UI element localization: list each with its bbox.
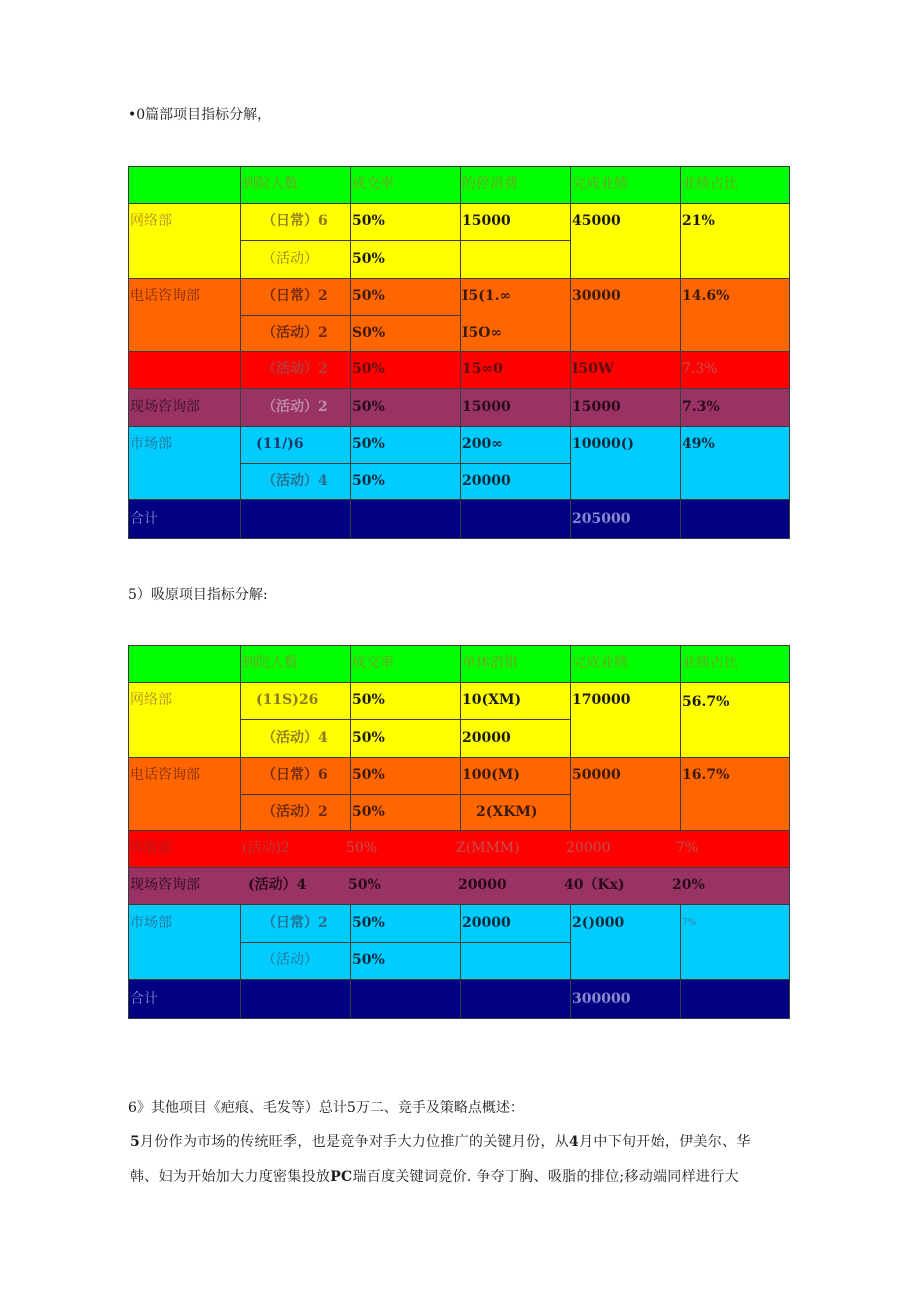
section-heading-1: •0篇部项目指标分解，: [128, 107, 272, 123]
dept-name: 市场部: [130, 915, 172, 931]
visitor-count: （活动）2: [262, 361, 328, 377]
conversion-rate: 50%: [352, 361, 385, 377]
inline-text: 瑞百度关键词竞价. 争夺丁胸、吸脂的排位;移动端同样进行大: [352, 1169, 739, 1185]
table-border: [789, 645, 790, 1019]
conversion-rate: 50%: [352, 915, 385, 931]
dept-name: 客服部: [130, 840, 172, 856]
column-header: 成交率: [352, 655, 394, 671]
row-divider: [128, 979, 790, 980]
inline-text: 月中下旬开始，伊美尔、华: [579, 1134, 751, 1150]
unit-spend: 10(XM): [462, 692, 522, 708]
unit-spend: 200∞: [462, 436, 503, 452]
total-label: 合计: [130, 511, 158, 527]
conversion-rate: 50%: [352, 692, 385, 708]
visitor-count: (11/)6: [256, 436, 304, 452]
total-performance: 300000: [572, 991, 631, 1007]
column-divider: [240, 166, 241, 539]
column-divider: [460, 166, 461, 539]
unit-spend: 15000: [462, 213, 511, 229]
table-border: [128, 1018, 790, 1019]
unit-spend: 20000: [462, 915, 511, 931]
section-heading-2: 5）吸原项目指标分解:: [128, 587, 268, 603]
conversion-rate: 50%: [352, 399, 385, 415]
row-divider: [240, 942, 570, 943]
column-divider: [240, 645, 241, 830]
inline-number: 4: [569, 1134, 580, 1150]
section-heading-3: 6》其他项目《疤痕、毛发等）总计5万二、竞手及策略点概述：: [128, 1100, 524, 1116]
column-divider: [350, 904, 351, 1019]
total-performance: 40（Kx): [564, 877, 625, 893]
total-performance: 15000: [572, 399, 621, 415]
indicator-table-2: [128, 645, 790, 1019]
row-divider: [128, 499, 790, 500]
table-border: [789, 166, 790, 539]
total-label: 合计: [130, 991, 158, 1007]
visitor-count: （活动）4: [262, 730, 328, 746]
row-divider: [240, 315, 460, 316]
row-divider: [128, 830, 790, 831]
visitor-count: （活动）2: [262, 804, 328, 820]
visitor-count: （日常）2: [262, 288, 328, 304]
conversion-rate: 50%: [348, 877, 381, 893]
total-performance: 205000: [572, 511, 631, 527]
conversion-rate: 50%: [352, 952, 385, 968]
visitor-count: (活动)2: [242, 840, 290, 856]
conversion-rate: 50%: [352, 730, 385, 746]
visitor-count: （日常）6: [262, 767, 328, 783]
row-divider: [128, 867, 790, 868]
total-performance: 10000(): [572, 436, 634, 452]
column-header: 到院人数: [242, 176, 298, 192]
total-performance: 30000: [572, 288, 621, 304]
unit-spend: I5(1.∞: [462, 288, 512, 304]
row-divider: [128, 904, 790, 905]
column-header: 单体消钳: [462, 655, 518, 671]
total-performance: 50000: [572, 767, 621, 783]
row-divider: [128, 426, 790, 427]
row-divider: [128, 278, 790, 279]
unit-spend: 20000: [462, 473, 511, 489]
dept-name: 网络部: [130, 692, 172, 708]
inline-text: 韩、妇为开始加大力度密集投放: [130, 1169, 331, 1185]
row-divider: [240, 240, 570, 241]
column-divider: [240, 904, 241, 1019]
unit-spend: 15∞0: [462, 361, 503, 377]
row-divider: [240, 794, 570, 795]
visitor-count: （活动）2: [262, 325, 328, 341]
dept-name: 网络部: [130, 213, 172, 229]
table-border: [128, 645, 790, 646]
conversion-rate: 50%: [352, 804, 385, 820]
visitor-count: (11S)26: [256, 692, 319, 708]
column-divider: [570, 645, 571, 830]
row-divider: [128, 351, 790, 352]
performance-share: 21%: [682, 213, 715, 229]
dept-name: 电话咨询部: [130, 288, 200, 304]
row-divider: [240, 463, 570, 464]
conversion-rate: 50%: [352, 436, 385, 452]
performance-share: 16.7%: [682, 767, 730, 783]
column-header: 完成业绩: [572, 655, 628, 671]
column-header: 业绩占比: [682, 655, 738, 671]
column-divider: [460, 904, 461, 1019]
unit-spend: 2(XKM): [476, 804, 538, 820]
visitor-count: (活动）4: [248, 877, 307, 893]
row-divider: [128, 388, 790, 389]
unit-spend: I5O∞: [462, 325, 503, 341]
dept-name: 市场部: [130, 436, 172, 452]
conversion-rate: S0%: [352, 325, 386, 341]
inline-text: 月份作为市场的传统旺季，也是竞争对手大力位推广的关键月份，从: [140, 1134, 570, 1150]
dept-name: 现场咨询部: [130, 399, 200, 415]
column-divider: [460, 645, 461, 830]
performance-share: 56.7%: [682, 694, 730, 710]
unit-spend: 20000: [462, 730, 511, 746]
dept-name: 现场咨询部: [130, 877, 200, 893]
visitor-count: （活动）4: [262, 473, 328, 489]
row-divider: [128, 682, 790, 683]
unit-spend: 20000: [458, 877, 507, 893]
column-divider: [570, 904, 571, 1019]
performance-share: 49%: [682, 436, 715, 452]
column-header: 到院人数: [242, 655, 298, 671]
conversion-rate: 50%: [352, 767, 385, 783]
performance-share: 7%: [676, 840, 699, 856]
unit-spend: Z(MMM): [456, 840, 520, 856]
performance-share: 20%: [672, 877, 705, 893]
conversion-rate: 50%: [346, 840, 378, 856]
visitor-count: （活动）2: [262, 399, 328, 415]
column-header: 的停消费: [462, 176, 518, 192]
total-performance: I50W: [572, 361, 614, 377]
unit-spend: 100(M): [462, 767, 520, 783]
column-divider: [680, 645, 681, 830]
table-border: [128, 645, 129, 1019]
visitor-count: （日常）6: [262, 213, 328, 229]
column-header: 成交率: [352, 176, 394, 192]
column-header: 完成业绩: [572, 176, 628, 192]
conversion-rate: 50%: [352, 473, 385, 489]
body-paragraph-line-2: [130, 1166, 739, 1186]
conversion-rate: 50%: [352, 288, 385, 304]
dept-name: 电话咨询部: [130, 767, 200, 783]
performance-share: 7.3%: [682, 399, 720, 415]
inline-number: 5: [130, 1134, 141, 1150]
table-border: [128, 538, 790, 539]
column-divider: [350, 645, 351, 830]
total-performance: 45000: [572, 213, 621, 229]
performance-share: 7%: [682, 918, 697, 928]
unit-spend: 15000: [462, 399, 511, 415]
total-performance: 170000: [572, 692, 631, 708]
conversion-rate: 50%: [352, 251, 385, 267]
column-header: 业绩占比: [682, 176, 738, 192]
table-border: [128, 166, 790, 167]
performance-share: 7.3%: [682, 361, 718, 377]
total-performance: 20000: [566, 840, 611, 856]
column-divider: [350, 166, 351, 539]
visitor-count: （活动）: [262, 952, 318, 968]
table-border: [128, 166, 129, 539]
row-divider: [128, 757, 790, 758]
visitor-count: （日常）2: [262, 915, 328, 931]
total-performance: 2()000: [572, 915, 625, 931]
row-divider: [240, 719, 570, 720]
inline-text: PC: [330, 1169, 353, 1185]
column-divider: [680, 904, 681, 1019]
row-divider: [128, 203, 790, 204]
performance-share: 14.6%: [682, 288, 730, 304]
column-divider: [570, 166, 571, 539]
body-paragraph-line-1: [130, 1131, 751, 1151]
visitor-count: （活动）: [262, 251, 318, 267]
column-divider: [680, 166, 681, 539]
indicator-table-1: [128, 166, 790, 539]
conversion-rate: 50%: [352, 213, 385, 229]
